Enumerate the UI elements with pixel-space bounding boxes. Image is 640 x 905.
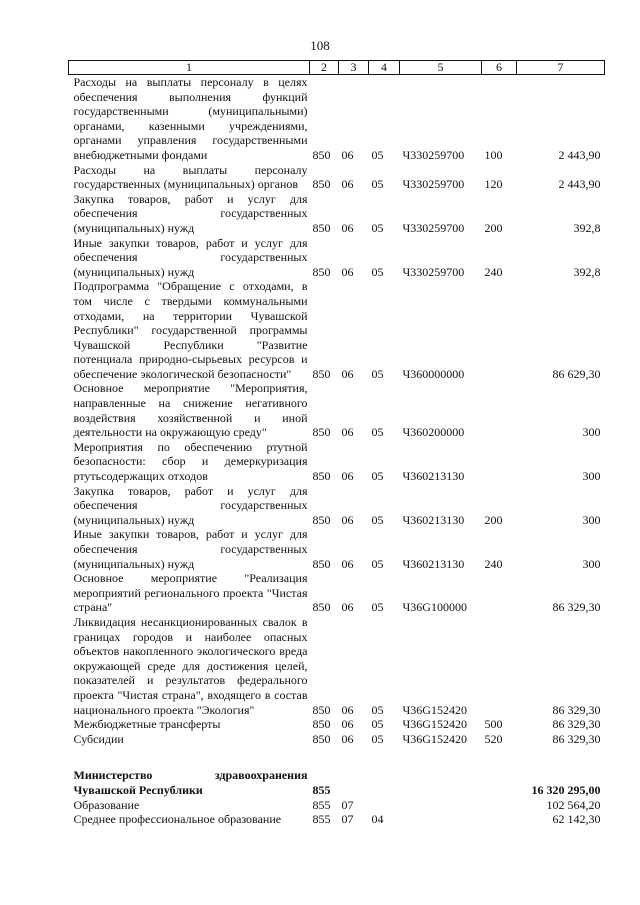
table-row xyxy=(69,163,605,192)
row-description: Подпрограмма "Обращение с отходами, в том числе с твердыми коммунальными отходами, на территории Чувашской Республики" государственной программы Чувашской Республики "Развитие потенциала природно-сырьевых ресурсов и обеспечение экологической безопасности" xyxy=(73,279,308,381)
row-amount: 392,8 xyxy=(573,264,601,279)
table-row xyxy=(69,717,605,732)
table-row xyxy=(69,527,605,571)
row-code-expense-type xyxy=(482,615,517,717)
spacer-cell xyxy=(69,746,605,768)
row-code-subsection: 05 xyxy=(371,177,384,192)
row-description: Расходы на выплаты персоналу государственных (муниципальных) органов xyxy=(73,162,308,192)
row-description: Закупка товаров, работ и услуг для обеспечения государственных (муниципальных) нужд xyxy=(73,483,308,527)
row-amount: 2 443,90 xyxy=(558,177,601,192)
column-header-5: 5 xyxy=(400,61,482,75)
row-code-expense-type xyxy=(482,440,517,484)
row-code-subsection: 05 xyxy=(371,425,384,440)
row-code-target: Ч360213130 xyxy=(402,556,465,571)
row-amount: 392,8 xyxy=(573,220,601,235)
row-code-expense-type: 520 xyxy=(484,731,503,746)
page-number: 108 xyxy=(310,38,330,53)
row-code-expense-type xyxy=(482,798,517,813)
row-code-subsection xyxy=(369,768,400,797)
row-code-target: Ч360200000 xyxy=(402,425,465,440)
row-amount: 86 329,30 xyxy=(552,731,601,746)
row-code-section: 06 xyxy=(341,600,354,615)
row-code-target: Ч360213130 xyxy=(402,512,465,527)
row-code-section: 07 xyxy=(341,797,354,812)
row-code-ministry: 850 xyxy=(312,469,331,484)
table-row xyxy=(69,279,605,381)
row-description: Образование xyxy=(73,797,140,812)
row-description: Основное мероприятие "Реализация мероприятий регионального проекта "Чистая страна" xyxy=(73,571,308,615)
row-description: Министерство здравоохранения Чувашской Республики xyxy=(73,768,308,797)
row-amount: 300 xyxy=(582,425,601,440)
row-code-target: Ч330259700 xyxy=(402,220,465,235)
table-row xyxy=(69,192,605,236)
row-code-expense-type xyxy=(482,571,517,615)
table-body xyxy=(69,75,605,827)
row-code-target: Ч330259700 xyxy=(402,147,465,162)
row-description: Закупка товаров, работ и услуг для обеспечения государственных (муниципальных) нужд xyxy=(73,191,308,235)
row-code-target: Ч36G152420 xyxy=(402,702,467,717)
row-amount: 86 329,30 xyxy=(552,702,601,717)
row-code-target: Ч36G100000 xyxy=(402,600,467,615)
row-code-target: Ч360213130 xyxy=(402,469,465,484)
row-code-subsection xyxy=(369,798,400,813)
row-description: Расходы на выплаты персоналу в целях обеспечения выполнения функций государственными (муниципальными) органами, казенными учреждениями, органами управления государственными внебюджетными фондами xyxy=(73,75,308,162)
row-code-target: Ч360000000 xyxy=(402,366,465,381)
spacer-row xyxy=(69,746,605,768)
row-code-target: Ч330259700 xyxy=(402,177,465,192)
table-row xyxy=(69,732,605,747)
row-amount: 2 443,90 xyxy=(558,147,601,162)
row-code-section: 06 xyxy=(341,717,354,732)
column-header-7: 7 xyxy=(517,61,605,75)
row-code-expense-type: 200 xyxy=(484,220,503,235)
row-description: Субсидии xyxy=(73,731,124,746)
row-code-section: 06 xyxy=(341,731,354,746)
row-amount: 86 629,30 xyxy=(552,366,601,381)
row-code-section: 06 xyxy=(341,264,354,279)
row-description: Ликвидация несанкционированных свалок в границах городов и наиболее опасных объектов накопленного экологического вреда окружающей среде для достижения целей, показателей и результатов федерального проекта "Чистая страна", входящего в состав национального проекта "Экология" xyxy=(73,614,308,717)
row-code-target xyxy=(400,798,482,813)
row-description: Иные закупки товаров, работ и услуг для обеспечения государственных (муниципальных) нужд xyxy=(73,235,308,279)
table-row xyxy=(69,484,605,528)
row-code-section: 06 xyxy=(341,556,354,571)
column-header-6: 6 xyxy=(482,61,517,75)
row-code-subsection: 04 xyxy=(371,812,384,827)
row-code-section: 06 xyxy=(341,220,354,235)
row-amount: 300 xyxy=(582,469,601,484)
row-code-expense-type xyxy=(482,768,517,797)
row-code-ministry: 850 xyxy=(312,717,331,732)
row-amount: 86 329,30 xyxy=(552,717,601,732)
row-code-subsection: 05 xyxy=(371,702,384,717)
row-description: Межбюджетные трансферты xyxy=(73,717,221,732)
row-code-section: 06 xyxy=(341,177,354,192)
row-description: Основное мероприятие "Мероприятия, направленные на снижение негативного воздействия хозяйственной и иной деятельности на окружающую среду" xyxy=(73,381,308,440)
column-header-3: 3 xyxy=(339,61,369,75)
row-code-section: 06 xyxy=(341,469,354,484)
row-code-ministry: 850 xyxy=(312,556,331,571)
table-row xyxy=(69,236,605,280)
row-code-section xyxy=(339,768,369,797)
row-amount: 16 320 295,00 xyxy=(531,782,601,797)
row-code-section: 06 xyxy=(341,425,354,440)
row-code-subsection: 05 xyxy=(371,220,384,235)
row-code-ministry: 855 xyxy=(312,782,331,797)
column-header-1: 1 xyxy=(69,61,310,75)
row-code-expense-type: 240 xyxy=(484,556,503,571)
table-row xyxy=(69,768,605,797)
row-amount: 86 329,30 xyxy=(552,600,601,615)
row-code-subsection: 05 xyxy=(371,556,384,571)
row-code-expense-type: 100 xyxy=(484,147,503,162)
row-code-ministry: 850 xyxy=(312,512,331,527)
row-code-section: 07 xyxy=(341,812,354,827)
row-code-target: Ч330259700 xyxy=(402,264,465,279)
row-code-target xyxy=(400,812,482,827)
row-amount: 62 142,30 xyxy=(552,812,601,827)
row-code-subsection: 05 xyxy=(371,731,384,746)
table-row xyxy=(69,812,605,827)
row-code-ministry: 850 xyxy=(312,425,331,440)
budget-table xyxy=(68,60,605,827)
row-description: Иные закупки товаров, работ и услуг для обеспечения государственных (муниципальных) нужд xyxy=(73,527,308,571)
row-code-ministry: 850 xyxy=(312,702,331,717)
row-code-section: 06 xyxy=(341,366,354,381)
row-code-expense-type xyxy=(482,381,517,439)
row-code-expense-type: 240 xyxy=(484,264,503,279)
row-code-subsection: 05 xyxy=(371,512,384,527)
row-code-target xyxy=(400,768,482,797)
row-code-ministry: 850 xyxy=(312,600,331,615)
row-code-ministry: 850 xyxy=(312,177,331,192)
row-description: Среднее профессиональное образование xyxy=(73,812,282,827)
table-header xyxy=(69,61,605,75)
row-code-section: 06 xyxy=(341,147,354,162)
table-row xyxy=(69,75,605,163)
column-header-4: 4 xyxy=(369,61,400,75)
row-code-expense-type xyxy=(482,279,517,381)
row-code-subsection: 05 xyxy=(371,469,384,484)
row-code-subsection: 05 xyxy=(371,600,384,615)
row-code-ministry: 850 xyxy=(312,220,331,235)
table-row xyxy=(69,571,605,615)
column-header-2: 2 xyxy=(310,61,339,75)
table-row xyxy=(69,615,605,717)
row-code-subsection: 05 xyxy=(371,264,384,279)
row-code-expense-type xyxy=(482,812,517,827)
row-amount: 300 xyxy=(582,556,601,571)
row-code-ministry: 850 xyxy=(312,366,331,381)
row-code-section: 06 xyxy=(341,702,354,717)
row-amount: 102 564,20 xyxy=(546,797,601,812)
table-row xyxy=(69,798,605,813)
row-code-ministry: 850 xyxy=(312,731,331,746)
row-description: Мероприятия по обеспечению ртутной безопасности: сбор и демеркуризация ртутьсодержащих отходов xyxy=(73,439,308,484)
row-code-expense-type: 200 xyxy=(484,512,503,527)
row-code-subsection: 05 xyxy=(371,147,384,162)
row-code-expense-type: 120 xyxy=(484,177,503,192)
header-row xyxy=(69,61,605,75)
row-code-ministry: 850 xyxy=(312,147,331,162)
table-row xyxy=(69,381,605,439)
row-code-subsection: 05 xyxy=(371,717,384,732)
row-code-target: Ч36G152420 xyxy=(402,731,467,746)
row-code-section: 06 xyxy=(341,512,354,527)
row-code-ministry: 850 xyxy=(312,264,331,279)
row-code-ministry: 855 xyxy=(312,812,331,827)
table-row xyxy=(69,440,605,484)
row-code-target: Ч36G152420 xyxy=(402,717,467,732)
row-code-ministry: 855 xyxy=(312,797,331,812)
row-amount: 300 xyxy=(582,512,601,527)
row-code-expense-type: 500 xyxy=(484,717,503,732)
row-code-subsection: 05 xyxy=(371,366,384,381)
